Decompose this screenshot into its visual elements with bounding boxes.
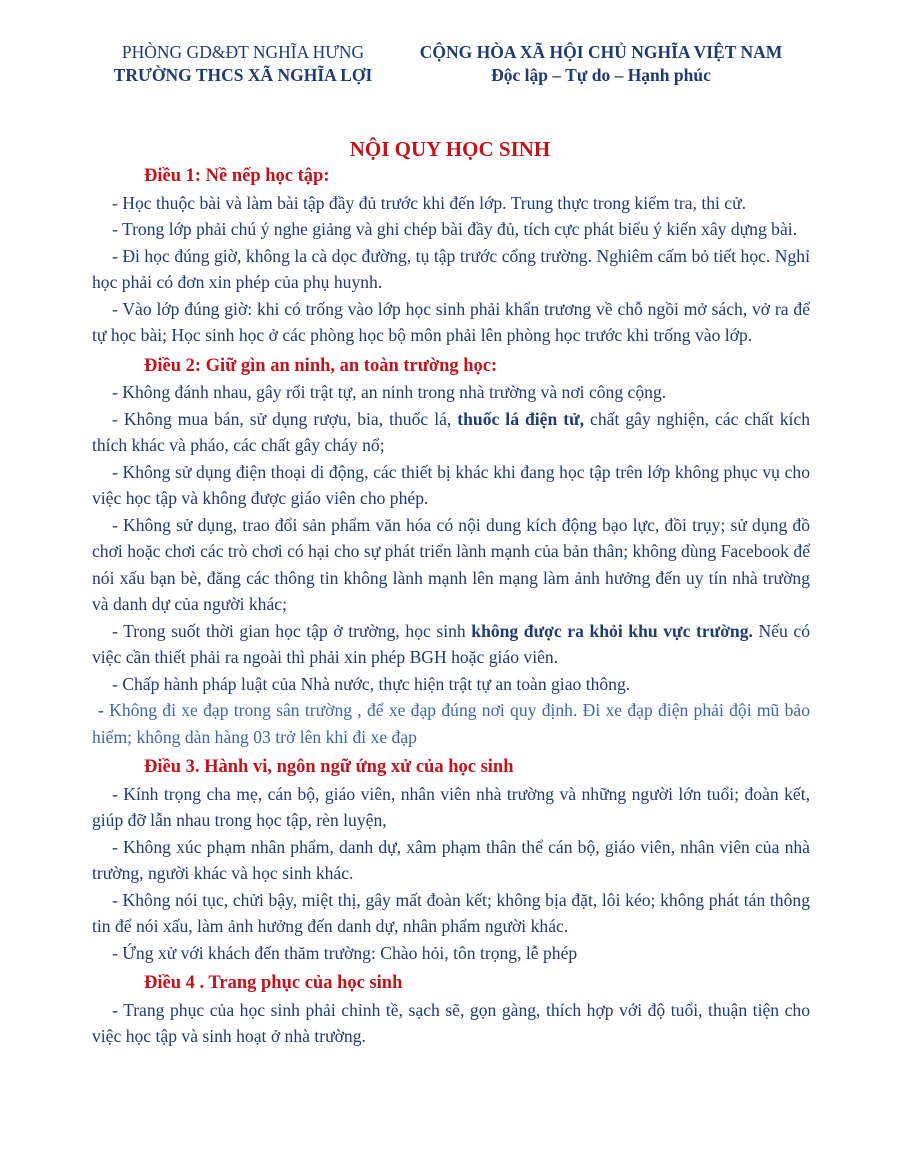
article-2-item-5-text-a: - Trong suốt thời gian học tập ở trường, học sinh — [112, 620, 472, 641]
article-4-heading: Điều 4 . Trang phục của học sinh — [144, 973, 403, 993]
article-1-heading: Điều 1: Nề nếp học tập: — [144, 166, 330, 186]
article-2-item-1: - Không đánh nhau, gây rối trật tự, an ninh trong nhà trường và nơi công cộng. — [112, 382, 667, 402]
article-1-item-1: - Học thuộc bài và làm bài tập đầy đủ trước khi đến lớp. Trung thực trong kiểm tra, thi cử. — [112, 192, 747, 213]
article-2-item-7 — [92, 697, 810, 750]
article-2-item-5-text-c: Nếu có việc cần thiết phải ra ngoài thì phải xin phép BGH hoặc giáo viên. — [92, 620, 810, 667]
article-3-item-4: - Ứng xử với khách đến thăm trường: Chào hỏi, tôn trọng, lễ phép — [112, 942, 578, 963]
article-2-item-2-emphasis: thuốc lá điện tử, — [457, 408, 585, 429]
article-1-item-2: - Trong lớp phải chú ý nghe giảng và ghi chép bài đầy đủ, tích cực phát biểu ý kiến xây dựng bài. — [112, 219, 798, 239]
article-2-item-7-dash: - — [98, 700, 110, 720]
article-3-heading: Điều 3. Hành vi, ngôn ngữ ứng xử của học sinh — [144, 757, 514, 777]
country-name: CỘNG HÒA XÃ HỘI CHỦ NGHĨA VIỆT NAM — [419, 42, 783, 62]
article-2-item-6: - Chấp hành pháp luật của Nhà nước, thực hiện trật tự an toàn giao thông. — [112, 673, 631, 694]
motto: Độc lập – Tự do – Hạnh phúc — [491, 65, 711, 85]
document-title: NỘI QUY HỌC SINH — [349, 137, 551, 161]
article-4-item-1: - Trang phục của học sinh phải chỉnh tề, sạch sẽ, gọn gàng, thích hợp với độ tuổi, thuận tiện cho việc học tập và sinh hoạt ở nhà trường. — [92, 999, 810, 1046]
article-2-item-7-text: Không đi xe đạp trong sân trường , để xe đạp đúng nơi quy định. Đi xe đạp điện phải đội mũ bảo hiểm; không dàn hàng 03 trở lên khi đi xe đạp — [92, 700, 810, 747]
article-3-item-3: - Không nói tục, chửi bậy, miệt thị, gây mất đoàn kết; không bịa đặt, lôi kéo; không phát tán thông tin để nói xấu, làm ảnh hưởng đến danh dự, nhân phẩm người khác. — [92, 889, 810, 936]
national-motto-block — [396, 41, 806, 87]
article-1-item-4: - Vào lớp đúng giờ: khi có trống vào lớp học sinh phải khẩn trương về chỗ ngồi mở sách, vở ra để tự học bài; Học sinh học ở các phòng học bộ môn phải lên phòng học trước khi trống vào lớp. — [92, 298, 810, 345]
document-body — [92, 163, 810, 1050]
article-2-item-2-text-c: chất gây nghiện, các chất kích thích khác và pháo, các chất gây cháy nổ; — [92, 408, 811, 455]
article-2-heading: Điều 2: Giữ gìn an ninh, an toàn trường học: — [144, 355, 498, 376]
article-1-item-3: - Đi học đúng giờ, không la cà dọc đường, tụ tập trước cổng trường. Nghiêm cấm bỏ tiết học. Nghỉ học phải có đơn xin phép của phụ huynh. — [92, 245, 810, 292]
article-2-item-2 — [92, 406, 810, 459]
department-name: PHÒNG GD&ĐT NGHĨA HƯNG — [121, 42, 365, 62]
article-3-item-2: - Không xúc phạm nhân phẩm, danh dự, xâm phạm thân thể cán bộ, giáo viên, nhân viên của nhà trường, người khác và học sinh khác. — [92, 836, 810, 883]
article-2-item-2-text-a: - Không mua bán, sử dụng rượu, bia, thuốc lá, — [112, 408, 458, 429]
article-2-item-5-emphasis: không được ra khỏi khu vực trường. — [471, 620, 753, 641]
school-name: TRƯỜNG THCS XÃ NGHĨA LỢI — [113, 65, 373, 85]
article-2-item-5 — [92, 618, 810, 671]
article-2-item-3: - Không sử dụng điện thoại di động, các thiết bị khác khi đang học tập trên lớp không phục vụ cho việc học tập và không được giáo viên cho phép. — [92, 461, 810, 508]
article-2-item-4: - Không sử dụng, trao đổi sản phẩm văn hóa có nội dung kích động bạo lực, đồi trụy; sử dụng đồ chơi hoặc chơi các trò chơi có hại cho sự phát triển lành mạnh của bản thân; không dùng Facebook để nói xấu bạn bè, đăng các thông tin không lành mạnh lên mạng làm ảnh hưởng đến uy tín nhà trường và danh dự của người khác; — [92, 514, 810, 614]
issuer-block — [98, 41, 388, 87]
article-3-item-1: - Kính trọng cha mẹ, cán bộ, giáo viên, nhân viên nhà trường và những người lớn tuổi; đoàn kết, giúp đỡ lẫn nhau trong học tập, rèn luyện, — [92, 783, 810, 830]
